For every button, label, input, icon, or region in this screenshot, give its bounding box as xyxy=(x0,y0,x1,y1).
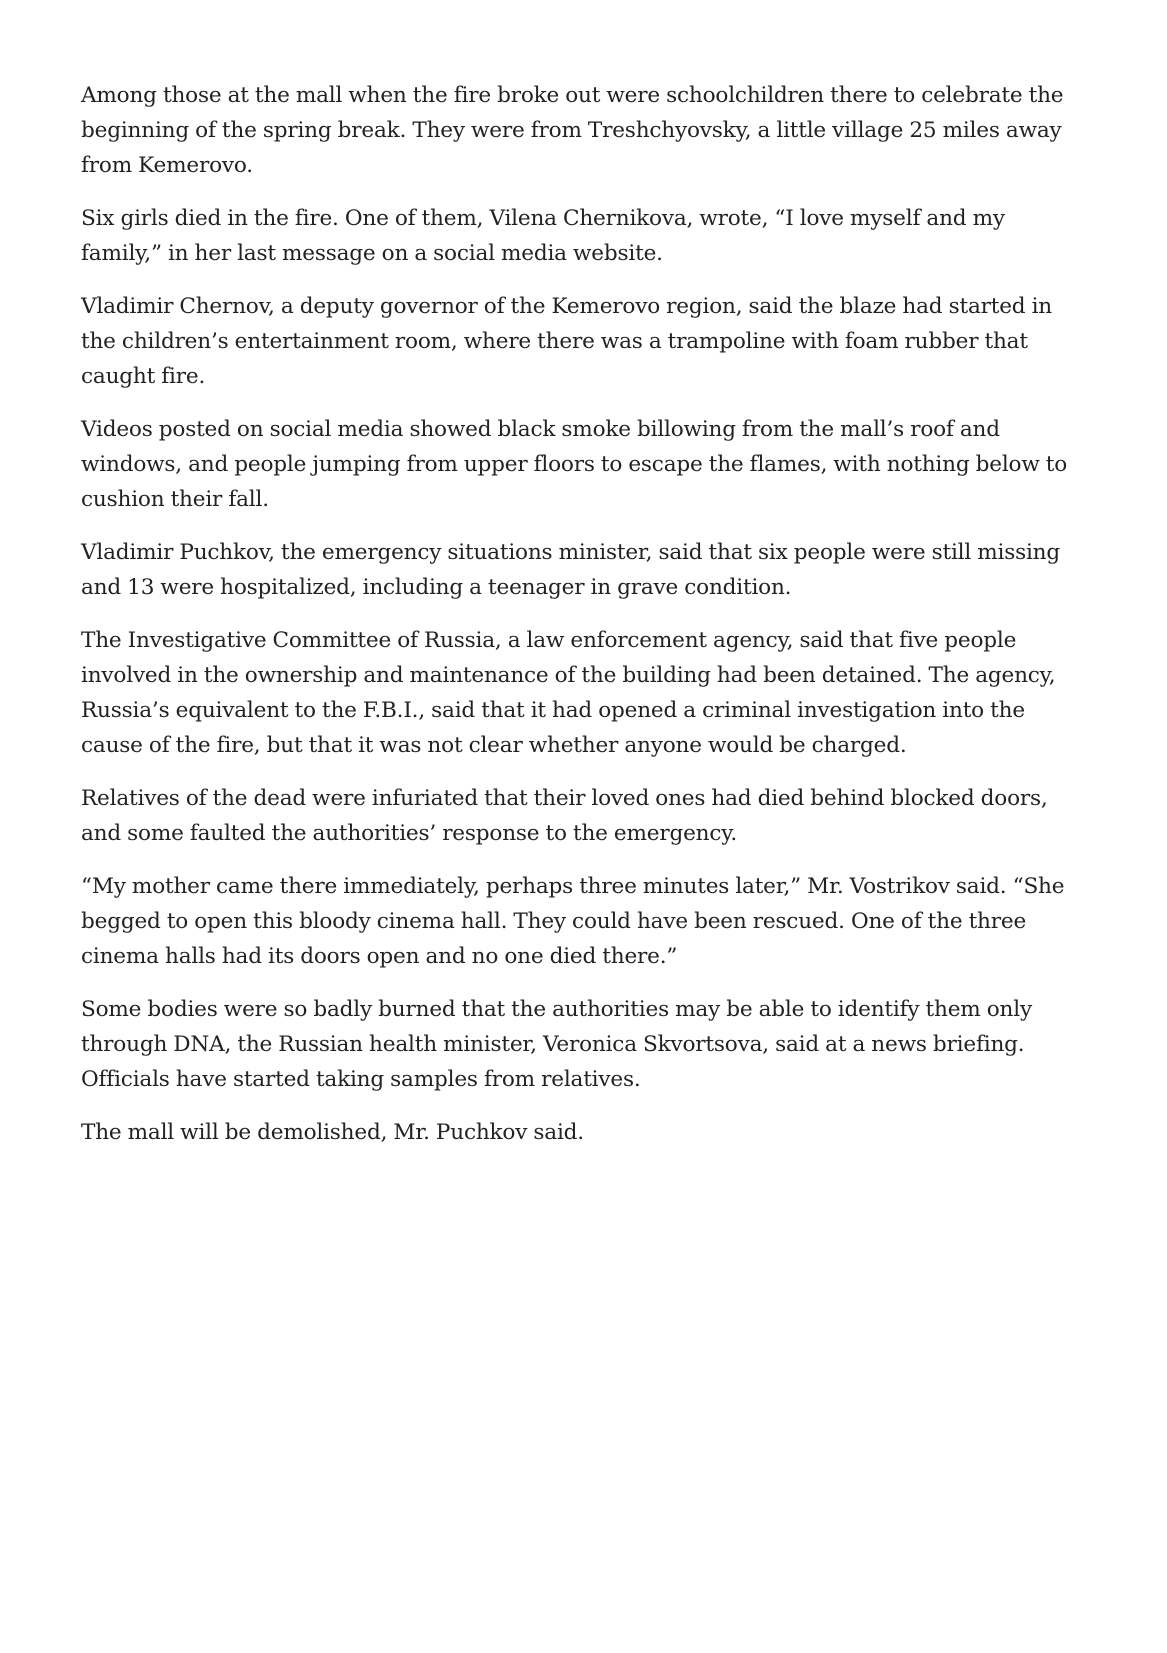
article-body xyxy=(81,78,1091,1168)
paragraph-6: The Investigative Committee of Russia, a law enforcement agency, said that five people involved in the ownership and maintenance of the building had been detained. The agency, Russia’s equivalent to the F.B.I., said that it had opened a criminal investigation into the cause of the fire, but that it was not clear whether anyone would be charged. xyxy=(81,628,1056,758)
paragraph-2: Six girls died in the fire. One of them, Vilena Chernikova, wrote, “I love myself and my family,” in her last message on a social media website. xyxy=(81,206,1005,266)
paragraph-5: Vladimir Puchkov, the emergency situations minister, said that six people were still missing and 13 were hospitalized, including a teenager in grave condition. xyxy=(81,540,1061,600)
paragraph-3: Vladimir Chernov, a deputy governor of the Kemerovo region, said the blaze had started in the children’s entertainment room, where there was a trampoline with foam rubber that caught fire. xyxy=(81,294,1053,389)
paragraph-1: Among those at the mall when the fire broke out were schoolchildren there to celebrate the beginning of the spring break. They were from Treshchyovsky, a little village 25 miles away from Kemerovo. xyxy=(81,83,1064,178)
paragraph-9: Some bodies were so badly burned that the authorities may be able to identify them only through DNA, the Russian health minister, Veronica Skvortsova, said at a news briefing. Officials have started taking samples from relatives. xyxy=(81,997,1032,1092)
paragraph-4: Videos posted on social media showed black smoke billowing from the mall’s roof and windows, and people jumping from upper floors to escape the flames, with nothing below to cushion their fall. xyxy=(81,417,1068,512)
paragraph-10: The mall will be demolished, Mr. Puchkov said. xyxy=(81,1120,584,1145)
paragraph-8: “My mother came there immediately, perhaps three minutes later,” Mr. Vostrikov said. “She begged to open this bloody cinema hall. They could have been rescued. One of the three cinema halls had its doors open and no one died there.” xyxy=(81,874,1065,969)
paragraph-7: Relatives of the dead were infuriated that their loved ones had died behind blocked doors, and some faulted the authorities’ response to the emergency. xyxy=(81,786,1048,846)
